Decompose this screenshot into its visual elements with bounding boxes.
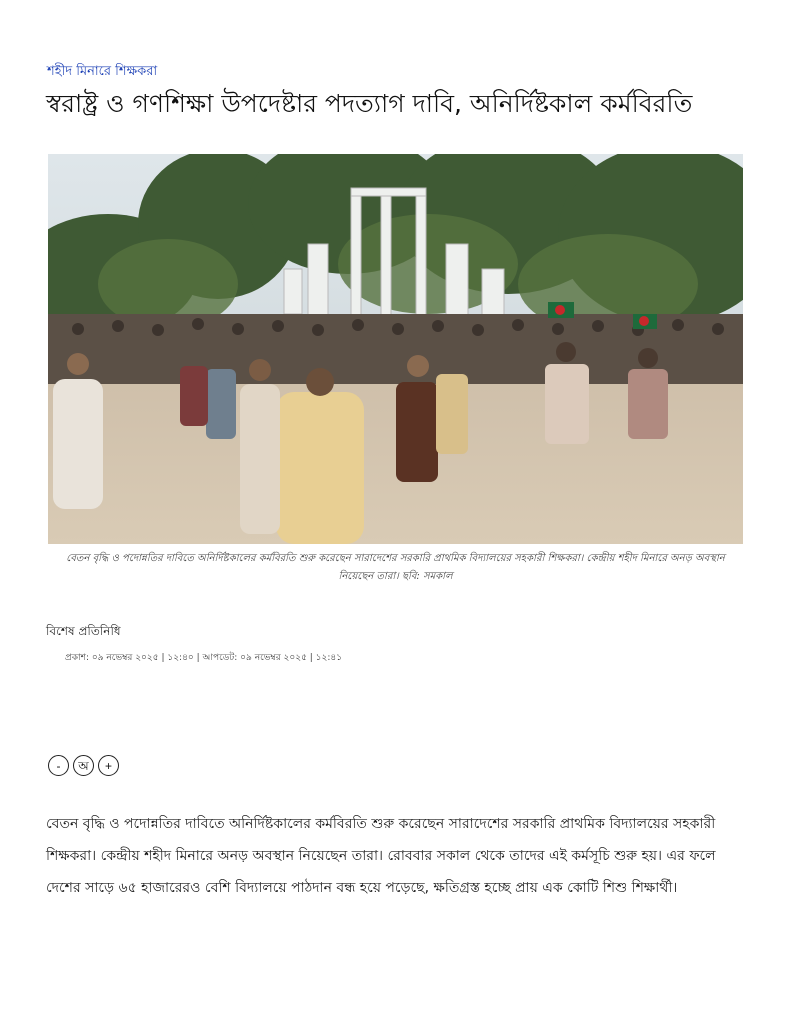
article-body-paragraph: বেতন বৃদ্ধি ও পদোন্নতির দাবিতে অনির্দিষ্টকালের কর্মবিরতি শুরু করেছেন সারাদেশের সরকারি প্রাথমিক বিদ্যালয়ের সহকারী শিক্ষকরা। কেন্দ্রীয় শহীদ মিনারে অনড় অবস্থান নিয়েছেন তারা। রোববার সকাল থেকে তাদের এই কর্মসূচি শুরু হয়। এর ফলে দেশের সাড়ে ৬৫ হাজারেরও বেশি বিদ্যালয়ে পাঠদান বন্ধ হয়ে পড়েছে, ক্ষতিগ্রস্ত হচ্ছে প্রায় এক কোটি শিশু শিক্ষার্থী। [46, 816, 716, 897]
author-byline: বিশেষ প্রতিনিধি [46, 624, 121, 638]
increase-font-button[interactable]: + [98, 755, 119, 776]
category-link[interactable]: শহীদ মিনারে শিক্ষকরা [47, 64, 158, 79]
font-size-controls [48, 755, 119, 776]
article-headline: স্বরাষ্ট্র ও গণশিক্ষা উপদেষ্টার পদত্যাগ দাবি, অনির্দিষ্টকাল কর্মবিরতি [46, 89, 693, 118]
article-photo [48, 154, 743, 544]
publish-meta: প্রকাশ: ০৯ নভেম্বর ২০২৫ | ১২:৪০ | আপডেট: ০৯ নভেম্বর ২০২৫ | ১২:৪১ [65, 653, 343, 663]
photo-caption: বেতন বৃদ্ধি ও পদোন্নতির দাবিতে অনির্দিষ্টকালের কর্মবিরতি শুরু করেছেন সারাদেশের সরকারি প্রাথমিক বিদ্যালয়ের সহকারী শিক্ষকরা। কেন্দ্রীয় শহীদ মিনারে অনড় অবস্থান নিয়েছেন তারা। ছবি: সমকাল [66, 553, 725, 582]
reset-font-button[interactable]: অ [73, 755, 94, 776]
decrease-font-button[interactable]: - [48, 755, 69, 776]
